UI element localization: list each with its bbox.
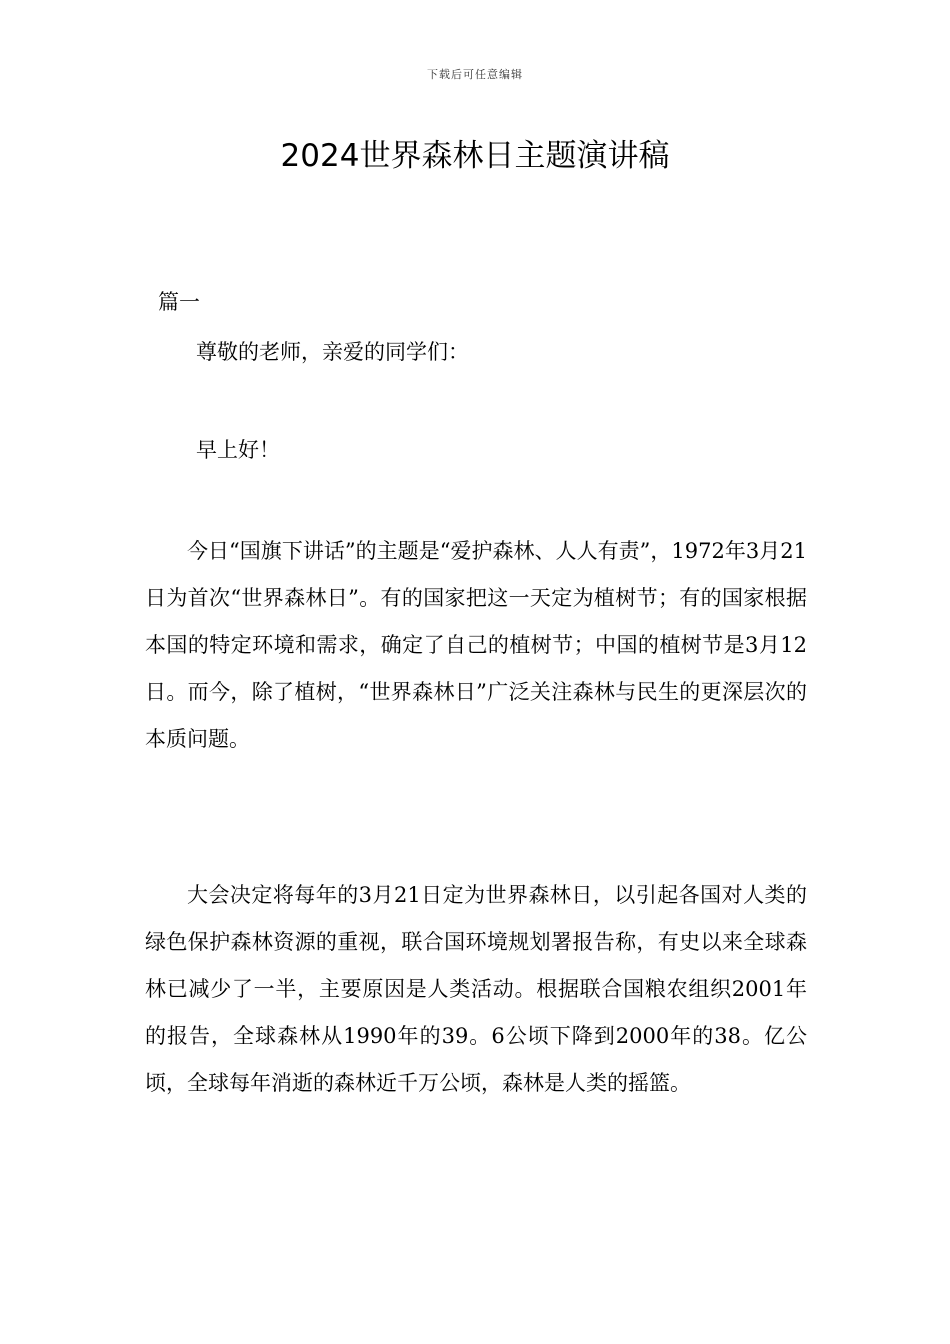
section-label: 篇一: [158, 290, 200, 314]
document-title: 2024世界森林日主题演讲稿: [280, 138, 670, 174]
body-paragraph-2: 大会决定将每年的3月21日定为世界森林日，以引起各国对人类的绿色保护森林资源的重视，联合国环境规划署报告称，有史以来全球森林已减少了一半，主要原因是人类活动。根据联合国粮农组织2001年的报告，全球森林从1990年的39。6公顷下降到2000年的38。亿公顷，全球每年消逝的森林近千万公顷，森林是人类的摇篮。: [145, 883, 807, 1095]
body-paragraph-1: 今日“国旗下讲话”的主题是“爱护森林、人人有责”，1972年3月21日为首次“世界森林日”。有的国家把这一天定为植树节；有的国家根据本国的特定环境和需求，确定了自己的植树节；中国的植树节是3月12日。而今，除了植树，“世界森林日”广泛关注森林与民生的更深层次的本质问题。: [145, 539, 807, 751]
greeting: 早上好！: [196, 438, 280, 462]
salutation: 尊敬的老师，亲爱的同学们：: [196, 340, 469, 364]
header-note: 下载后可任意编辑: [427, 68, 523, 81]
